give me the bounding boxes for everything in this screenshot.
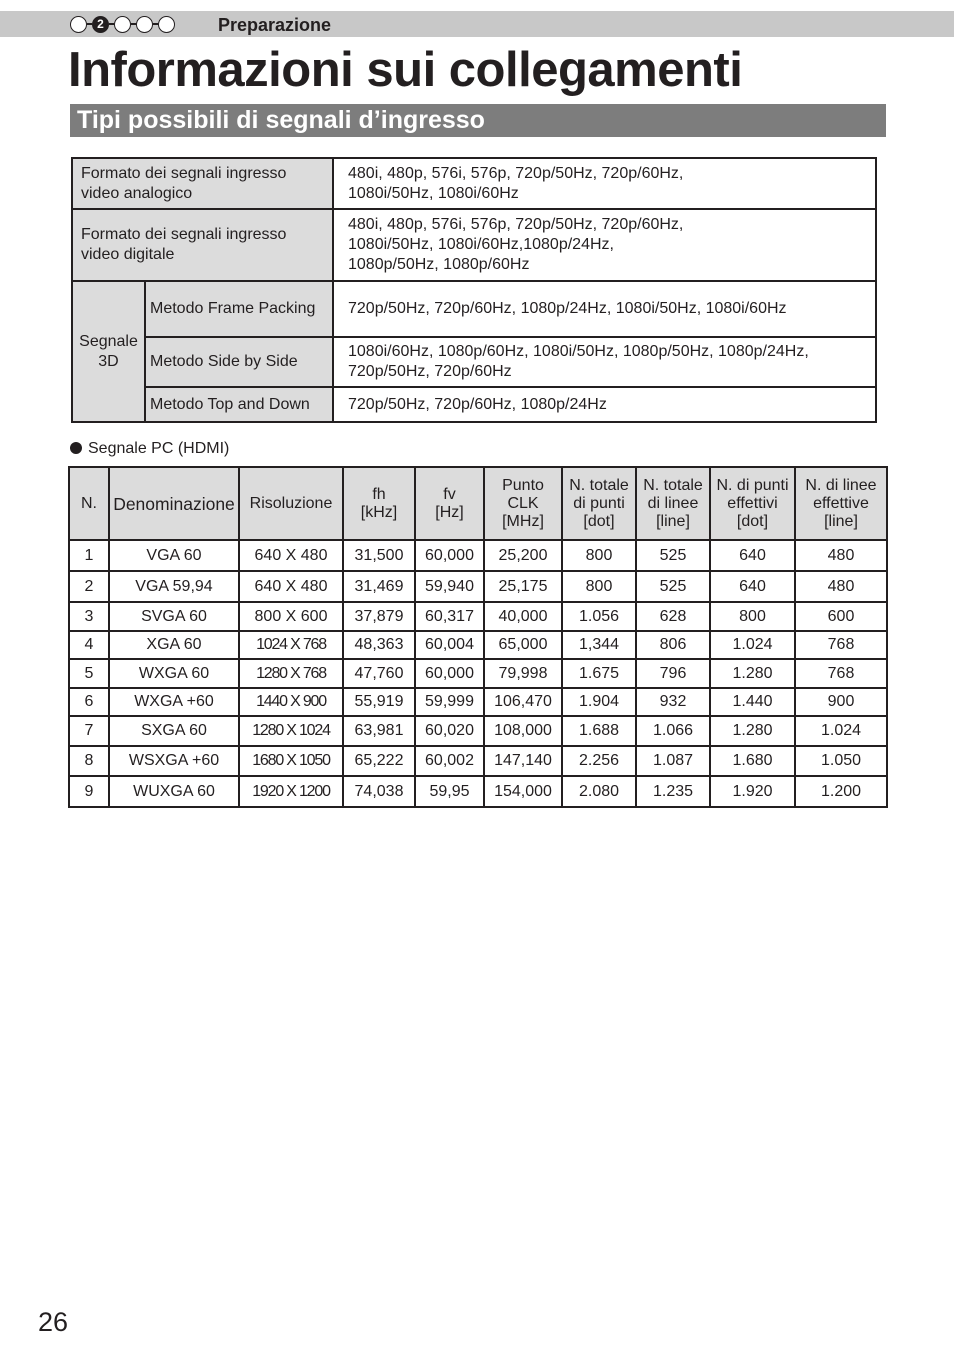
col-active-dots-header [710,467,795,540]
col-fv-header [415,467,484,540]
value-line: 1080i/60Hz, 1080p/60Hz, 1080i/50Hz, 1080p/50Hz, 1080p/24Hz, [348,343,809,360]
value-line: 1080p/50Hz, 1080p/60Hz [348,256,530,273]
header-line: N. totale [643,476,703,494]
input-signal-table [71,157,877,423]
table-cell: 60,020 [415,716,484,746]
table-cell: 59,940 [415,571,484,602]
col-fh-header [343,467,415,540]
table-cell: 2.256 [562,746,636,776]
chapter-step-indicator [70,13,175,35]
table-cell: 1.280 [710,659,795,688]
table-cell: 1.904 [562,688,636,716]
header-line: Punto [502,476,544,494]
table-cell: 1.675 [562,659,636,688]
table-cell: 1.050 [795,746,887,776]
table-cell: 31,500 [343,540,415,571]
table-cell: 59,999 [415,688,484,716]
table-cell: 800 X 600 [239,602,343,631]
table-cell: 628 [636,602,710,631]
bullet-icon [70,442,82,454]
table-cell: 79,998 [484,659,562,688]
table-cell: 6 [69,688,109,716]
col-number-header [69,467,109,540]
table-cell: 796 [636,659,710,688]
table-cell: 65,000 [484,631,562,659]
table-cell: VGA 60 [109,540,239,571]
table-cell: 1.280 [710,716,795,746]
table-cell: 40,000 [484,602,562,631]
table-cell: 480 [795,571,887,602]
table-cell: 37,879 [343,602,415,631]
value-line: 1080i/50Hz, 1080i/60Hz,1080p/24Hz, [348,236,614,253]
label-line: Segnale [79,332,138,350]
table-cell: WSXGA +60 [109,746,239,776]
table-cell: 640 [710,571,795,602]
table-cell: 768 [795,631,887,659]
header-line: effettivi [727,494,778,512]
table-cell: 2 [69,571,109,602]
table-cell: 60,004 [415,631,484,659]
table-cell: 800 [710,602,795,631]
page-number: 26 [38,1307,69,1337]
table-cell: 525 [636,571,710,602]
table-cell: 1.024 [710,631,795,659]
col-total-dots-header [562,467,636,540]
table-cell: WUXGA 60 [109,776,239,807]
table-cell: 31,469 [343,571,415,602]
table-cell: 59,95 [415,776,484,807]
analog-format-label: Formato dei segnali ingresso video analogico [72,158,333,209]
table-cell: 147,140 [484,746,562,776]
col-resolution-header [239,467,343,540]
top-and-down-value: 720p/50Hz, 720p/60Hz, 1080p/24Hz [333,387,876,422]
table-cell: 48,363 [343,631,415,659]
table-cell: 900 [795,688,887,716]
side-by-side-value [333,337,876,387]
analog-format-value [333,158,876,209]
table-cell: 108,000 [484,716,562,746]
table-cell: 525 [636,540,710,571]
header-line: [kHz] [360,503,398,521]
table-cell: 74,038 [343,776,415,807]
table-cell: 800 [562,571,636,602]
frame-packing-label: Metodo Frame Packing [145,281,333,337]
section-label: Preparazione [218,15,332,35]
table-cell: SXGA 60 [109,716,239,746]
value-line: 480i, 480p, 576i, 576p, 720p/50Hz, 720p/60Hz, [348,216,684,233]
table-cell: 640 [710,540,795,571]
table-cell: 4 [69,631,109,659]
table-cell: 25,200 [484,540,562,571]
table-cell: WXGA 60 [109,659,239,688]
header-line: N. [81,494,97,512]
digital-format-label: Formato dei segnali ingresso video digitale [72,209,333,281]
pc-signal-label: Segnale PC (HDMI) [88,440,230,457]
table-row [69,716,887,746]
table-cell: 1,344 [562,631,636,659]
table-cell: XGA 60 [109,631,239,659]
table-cell: 47,760 [343,659,415,688]
header-line: N. di punti [716,476,789,494]
table-cell: 1.440 [710,688,795,716]
table-cell: 1920 X 1200 [239,776,343,807]
header-line: CLK [507,494,539,512]
header-line: N. totale [569,476,629,494]
header-line: fh [372,485,386,503]
table-cell: 1280 X 1024 [239,716,343,746]
table-cell: 60,002 [415,746,484,776]
table-row [72,158,876,209]
table-cell: 1024 X 768 [239,631,343,659]
header-line: [Hz] [435,503,464,521]
table-cell: 932 [636,688,710,716]
table-cell: 65,222 [343,746,415,776]
frame-packing-value: 720p/50Hz, 720p/60Hz, 1080p/24Hz, 1080i/50Hz, 1080i/60Hz [333,281,876,337]
table-cell: 600 [795,602,887,631]
header-line: fv [443,485,456,503]
step-circle-icon [70,16,87,33]
table-row [69,688,887,716]
col-active-lines-header [795,467,887,540]
table-cell: 7 [69,716,109,746]
header-line: di punti [573,494,625,512]
header-line: Denominazione [113,493,235,514]
table-row [72,281,876,337]
header-line: [MHz] [502,512,544,530]
table-cell: 60,317 [415,602,484,631]
table-cell: 106,470 [484,688,562,716]
table-cell: 806 [636,631,710,659]
table-cell: 768 [795,659,887,688]
table-cell: 1.087 [636,746,710,776]
step-circle-icon [136,16,153,33]
header-line: effettive [813,494,869,512]
section-subtitle: Tipi possibili di segnali d’ingresso [77,106,485,134]
table-cell: 1.056 [562,602,636,631]
table-cell: 60,000 [415,659,484,688]
value-line: 480i, 480p, 576i, 576p, 720p/50Hz, 720p/60Hz, [348,164,684,182]
table-cell: 1 [69,540,109,571]
table-header-row [69,467,887,540]
col-dot-clock-header [484,467,562,540]
table-row [72,337,876,387]
signal-3d-label [72,281,145,422]
table-cell: 154,000 [484,776,562,807]
top-and-down-label: Metodo Top and Down [145,387,333,422]
header-line: [dot] [736,512,769,530]
table-row [69,631,887,659]
header-line: N. di linee [805,476,877,494]
header-line: di linee [647,494,699,512]
table-cell: 3 [69,602,109,631]
table-cell: 640 X 480 [239,540,343,571]
table-cell: 55,919 [343,688,415,716]
table-cell: 25,175 [484,571,562,602]
table-row [69,776,887,807]
header-line: [line] [824,512,858,530]
table-row [72,209,876,281]
header-line: Risoluzione [249,494,333,512]
table-cell: 1.066 [636,716,710,746]
page-title: Informazioni sui collegamenti [68,43,743,97]
table-cell: 1.024 [795,716,887,746]
step-circle-icon [158,16,175,33]
table-cell: 1.920 [710,776,795,807]
table-body [69,540,887,807]
step-circle-icon [114,16,131,33]
pc-signal-caption [70,438,229,460]
table-cell: 1.200 [795,776,887,807]
table-cell: 5 [69,659,109,688]
step-circle-active-icon: 2 [92,16,109,33]
value-line: 1080i/50Hz, 1080i/60Hz [348,184,519,202]
table-cell: 1.235 [636,776,710,807]
header-line: [dot] [583,512,615,530]
table-cell: 1.688 [562,716,636,746]
table-cell: SVGA 60 [109,602,239,631]
table-row [69,659,887,688]
table-cell: 8 [69,746,109,776]
label-line: 3D [98,352,119,370]
table-cell: VGA 59,94 [109,571,239,602]
col-name-header [109,467,239,540]
table-cell: 2.080 [562,776,636,807]
table-cell: 1280 X 768 [239,659,343,688]
table-cell: 480 [795,540,887,571]
table-cell: 1440 X 900 [239,688,343,716]
table-row [69,746,887,776]
table-cell: 640 X 480 [239,571,343,602]
table-row [69,571,887,602]
table-cell: 800 [562,540,636,571]
pc-signal-table [68,466,888,808]
table-cell: 9 [69,776,109,807]
header-line: [line] [656,512,690,530]
value-line: 720p/50Hz, 720p/60Hz [348,363,512,380]
table-row [72,387,876,422]
table-cell: 60,000 [415,540,484,571]
table-row [69,540,887,571]
table-row [69,602,887,631]
table-cell: 63,981 [343,716,415,746]
table-cell: WXGA +60 [109,688,239,716]
table-cell: 1.680 [710,746,795,776]
side-by-side-label: Metodo Side by Side [145,337,333,387]
col-total-lines-header [636,467,710,540]
table-cell: 1680 X 1050 [239,746,343,776]
digital-format-value [333,209,876,281]
